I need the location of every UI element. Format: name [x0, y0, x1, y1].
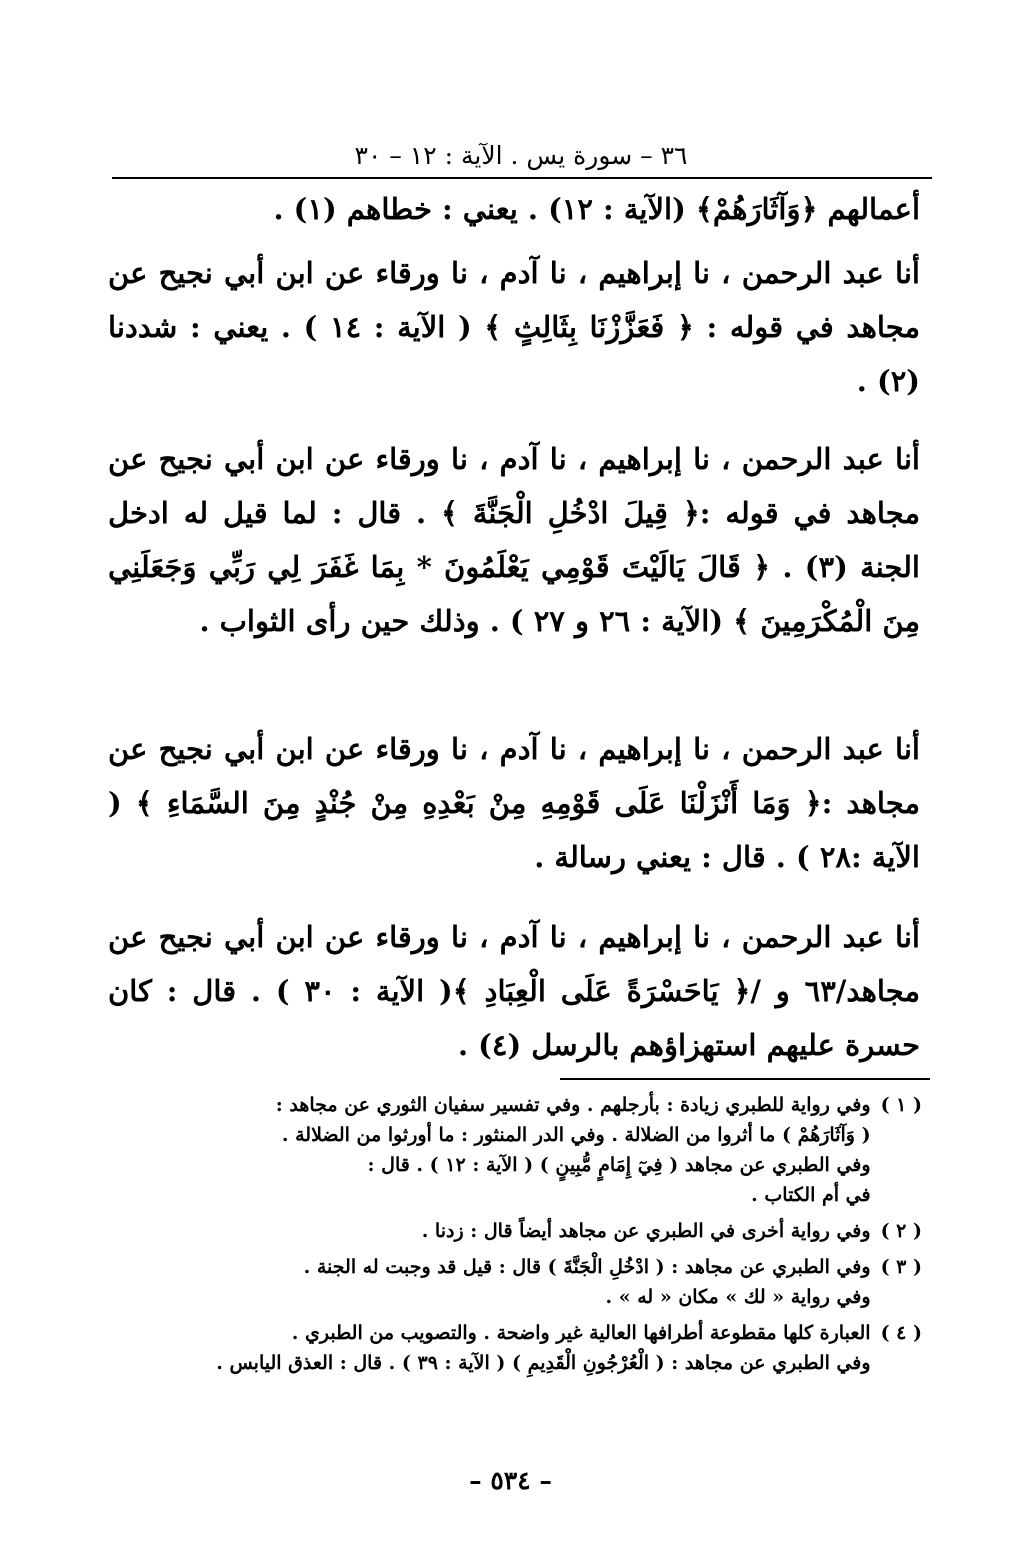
- footnote-number: ( ٣ ): [880, 1256, 922, 1278]
- footnote-line: وفي رواية « لك » مكان « له » .: [605, 1286, 871, 1308]
- header-rule: [112, 177, 932, 179]
- footnote-line: العبارة كلها مقطوعة أطرافها العالية غير واضحة . والتصويب من الطبري .: [291, 1322, 871, 1344]
- footnote-3: [110, 1252, 922, 1312]
- paragraph-1: أنا عبد الرحمن ، نا إبراهيم ، نا آدم ، نا ورقاء عن ابن أبي نجيح عن مجاهد في قوله : ﴿ فَعَزَّزْنَا بِثَالِثٍ ﴾ ( الآية : ١٤ ) . يعني : شددنا (٢) .: [108, 256, 920, 398]
- footnote-4: [110, 1318, 922, 1378]
- running-head: ٣٦ – سورة يس . الآية : ١٢ – ٣٠: [354, 141, 688, 170]
- footnotes: [110, 1090, 922, 1384]
- footnote-line: وفي رواية أخرى في الطبري عن مجاهد أيضاً قال : زدنا .: [421, 1220, 871, 1242]
- paragraph-4: أنا عبد الرحمن ، نا إبراهيم ، نا آدم ، نا ورقاء عن ابن أبي نجيح عن مجاهد/٦٣ و /﴿ يَاحَسْرَةً عَلَى الْعِبَادِ ﴾( الآية : ٣٠ ) . قال : كان حسرة عليهم استهزاؤهم بالرسل (٤) .: [108, 920, 920, 1062]
- footnote-number: ( ٢ ): [880, 1220, 922, 1242]
- footnote-number: ( ١ ): [880, 1094, 922, 1116]
- page-number: – ٥٣٤ –: [469, 1466, 552, 1495]
- footnote-number: ( ٤ ): [880, 1322, 922, 1344]
- footnote-2: [110, 1216, 922, 1246]
- footnote-1: [110, 1090, 922, 1210]
- footnote-line: وفي رواية للطبري زيادة : بأرجلهم . وفي تفسير سفيان الثوري عن مجاهد :: [275, 1094, 871, 1116]
- paragraph-0: أعمالهم ﴿وَآثَارَهُمْ﴾ (الآية : ١٢) . يعني : خطاهم (١) .: [273, 192, 920, 226]
- footnote-line: ( وَآثَارَهُمْ ) ما أثروا من الضلالة . وفي الدر المنثور : ما أورثوا من الضلالة .: [281, 1124, 871, 1146]
- footnote-line: في أم الكتاب .: [751, 1184, 871, 1206]
- footnote-line: وفي الطبري عن مجاهد : ( ادْخُلِ الْجَنَّةَ ) قال : قيل قد وجبت له الجنة .: [303, 1256, 871, 1278]
- footnote-rule: [560, 1078, 930, 1080]
- paragraph-3: أنا عبد الرحمن ، نا إبراهيم ، نا آدم ، نا ورقاء عن ابن أبي نجيح عن مجاهد :﴿ وَمَا أَنْزَلْنَا عَلَى قَوْمِهِ مِنْ بَعْدِهِ مِنْ جُنْدٍ مِنَ السَّمَاءِ ﴾ ( الآية :٢٨ ) . قال : يعني رسالة .: [108, 732, 920, 874]
- paragraph-2: أنا عبد الرحمن ، نا إبراهيم ، نا آدم ، نا ورقاء عن ابن أبي نجيح عن مجاهد في قوله :﴿ قِيلَ ادْخُلِ الْجَنَّةَ ﴾ . قال : لما قيل له ادخل الجنة (٣) . ﴿ قَالَ يَالَيْتَ قَوْمِي يَعْلَمُونَ * بِمَا غَفَرَ لِي رَبِّي وَجَعَلَنِي مِنَ الْمُكْرَمِينَ ﴾ (الآية : ٢٦ و ٢٧ ) . وذلك حين رأى الثواب .: [108, 442, 920, 638]
- footnote-line: وفي الطبري عن مجاهد : ( الْعُرْجُونِ الْقَدِيمِ ) ( الآية : ٣٩ ) . قال : العذق اليابس .: [216, 1352, 871, 1374]
- footnote-line: وفي الطبري عن مجاهد ( فِيٓ إِمَامٍ مُّبِينٍ ) ( الآية : ١٢ ) . قال :: [367, 1154, 871, 1176]
